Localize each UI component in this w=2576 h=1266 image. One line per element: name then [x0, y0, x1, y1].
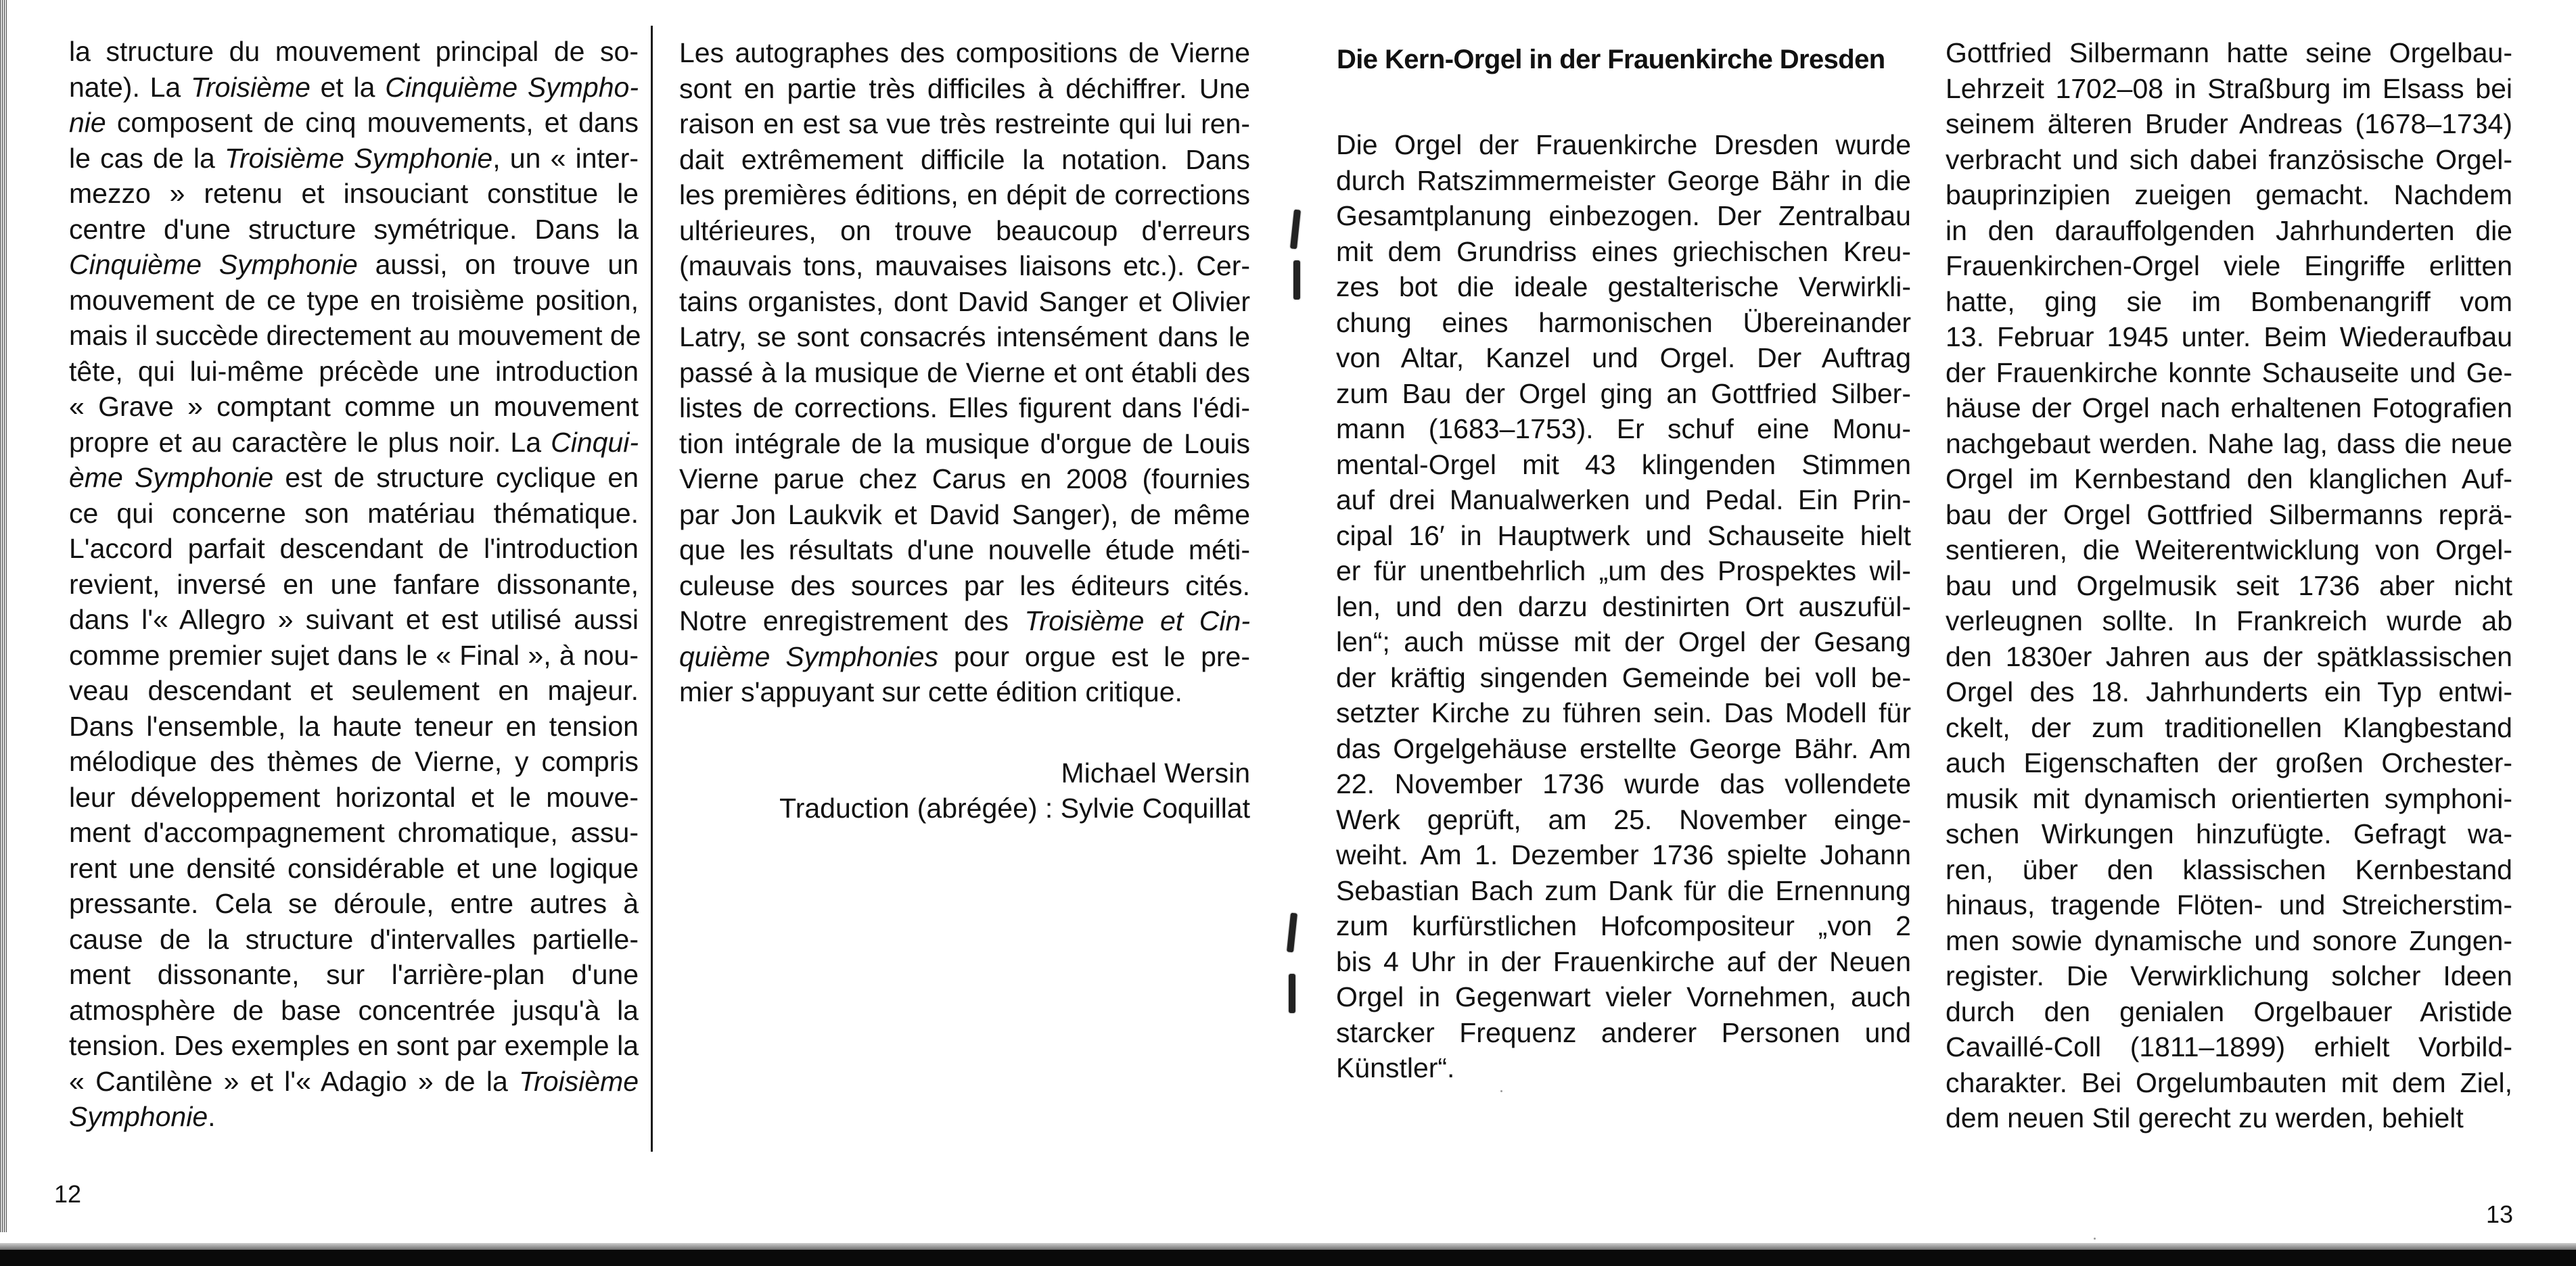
text-run: propre et au caractère le plus noir. La	[69, 426, 551, 458]
text-run: atmosphère de base concentrée jusqu'à la	[69, 994, 639, 1026]
text-run: bau und Orgelmusik seit 1736 aber nicht	[1946, 569, 2512, 601]
text-run: Künstler“.	[1336, 1052, 1455, 1083]
text-line	[1336, 234, 1911, 270]
text-run: composent de cinq mouvements, et dans	[106, 107, 639, 138]
text-run: häuse der Orgel nach erhaltenen Fotografien	[1946, 392, 2512, 423]
text-run: est de structure cyclique en	[273, 462, 639, 493]
text-run: zum Bau der Orgel ging an Gottfried Silber-	[1336, 377, 1911, 409]
staple-bottom-lower	[1289, 974, 1295, 1013]
text-line	[1946, 177, 2512, 213]
italic-run: quième Symphonies	[679, 640, 939, 672]
text-run: charakter. Bei Orgelumbauten mit dem Ziel,	[1946, 1066, 2512, 1098]
text-run: den 1830er Jahren aus der spätklassischen	[1946, 640, 2512, 672]
text-line	[69, 709, 639, 745]
author-signature: Michael Wersin	[1061, 757, 1250, 789]
text-run: er für unentbehrlich „um des Prospektes wil-	[1336, 555, 1911, 586]
text-line	[1336, 837, 1911, 873]
text-run: starcker Frequenz anderer Personen und	[1336, 1016, 1911, 1048]
text-run: pour orgue est le pre-	[938, 640, 1251, 672]
text-line	[1946, 319, 2512, 355]
text-run: ren, über den klassischen Kernbestand	[1946, 853, 2512, 885]
text-line	[679, 284, 1250, 320]
text-line	[1336, 553, 1911, 589]
text-run: setzter Kirche zu führen sein. Das Modell für	[1336, 697, 1911, 728]
text-line	[1946, 887, 2512, 923]
text-run: Cavaillé-Coll (1811–1899) erhielt Vorbild-	[1946, 1031, 2512, 1062]
text-run: Frauenkirchen-Orgel viele Eingriffe erlitten	[1946, 250, 2512, 281]
text-run: tains organistes, dont David Sanger et Olivier	[679, 285, 1250, 317]
page-13-column-2	[1946, 35, 2512, 1136]
translator-credit: Traduction (abrégée) : Sylvie Coquillat	[779, 793, 1250, 824]
italic-run: nie	[69, 107, 106, 138]
text-line	[679, 319, 1250, 355]
italic-run: Symphonie	[69, 1101, 208, 1132]
text-run: 13. Februar 1945 unter. Beim Wiederaufbau	[1946, 321, 2512, 352]
text-line	[1336, 340, 1911, 376]
text-run: bau der Orgel Gottfried Silbermanns reprä-	[1946, 498, 2512, 530]
text-line	[1336, 163, 1911, 199]
text-run: leur développement horizontal et le mouve-	[69, 781, 639, 813]
text-line	[69, 247, 639, 283]
italic-run: Troisième et Cin-	[1024, 605, 1250, 636]
text-line	[1946, 71, 2512, 107]
text-run: das Orgelgehäuse erstellte George Bähr. Am	[1336, 732, 1911, 764]
scan-speck	[1500, 1090, 1502, 1092]
text-line	[1946, 497, 2512, 533]
text-run: mais il succède directement au mouvement de	[69, 320, 641, 351]
text-line	[69, 602, 639, 638]
text-line	[69, 141, 639, 177]
text-run: Lehrzeit 1702–08 in Straßburg im Elsass bei	[1946, 72, 2512, 104]
text-run: durch Ratszimmermeister George Bähr in die	[1336, 164, 1911, 196]
text-line	[1336, 1015, 1911, 1051]
text-line	[679, 532, 1250, 568]
text-run: mental-Orgel mit 43 klingenden Stimmen	[1336, 448, 1911, 480]
text-line	[1336, 731, 1911, 767]
text-run: dem neuen Stil gerecht zu werden, behielt	[1946, 1102, 2464, 1133]
text-run: L'accord parfait descendant de l'introduction	[69, 533, 639, 564]
text-run: Orgel des 18. Jahrhunderts ein Typ entwi-	[1946, 676, 2512, 707]
page-number-right: 13	[2486, 1200, 2514, 1228]
text-run: dans l'« Allegro » suivant et est utilisé aussi	[69, 604, 639, 635]
text-run: zes bot die ideale gestalterische Verwirkli-	[1336, 271, 1911, 302]
staple-bottom-upper	[1287, 913, 1297, 953]
text-run: Sebastian Bach zum Dank für die Ernennung	[1336, 874, 1911, 906]
page-number-left: 12	[54, 1180, 82, 1208]
italic-run: Cinquième Sympho-	[385, 71, 639, 103]
scan-bottom-shadow	[0, 1243, 2576, 1250]
text-line	[679, 71, 1250, 107]
text-run: la structure du mouvement principal de so-	[69, 36, 639, 67]
text-line	[1336, 695, 1911, 731]
italic-run: Cinqui-	[551, 426, 639, 458]
text-line	[1946, 923, 2512, 959]
text-line	[69, 105, 639, 141]
text-line	[1336, 802, 1911, 838]
text-run: , un « inter-	[492, 142, 639, 174]
text-run: musik mit dynamisch orientierten symphoni-	[1946, 782, 2512, 814]
text-line	[1946, 390, 2512, 426]
text-line	[1946, 355, 2512, 391]
text-run: seinem älteren Bruder Andreas (1678–1734)	[1946, 108, 2512, 139]
text-run: Notre enregistrement des	[679, 605, 1025, 636]
staple-top-upper	[1290, 210, 1301, 250]
text-run: der kräftig singenden Gemeinde bei voll be-	[1336, 661, 1911, 693]
text-line	[69, 389, 639, 425]
text-run: auch Eigenschaften der großen Orchester-	[1946, 747, 2512, 778]
text-line	[679, 674, 1250, 710]
text-run: tion intégrale de la musique d'orgue de Louis	[679, 427, 1250, 459]
text-line	[1946, 532, 2512, 568]
text-line	[679, 106, 1250, 142]
text-line	[1336, 305, 1911, 341]
text-run: hatte, ging sie im Bombenangriff vom	[1946, 285, 2512, 317]
text-line	[1946, 213, 2512, 249]
text-run: dait extrêmement difficile la notation. Dans	[679, 143, 1250, 175]
staple-top-lower	[1293, 260, 1300, 300]
text-run: aussi, on trouve un	[357, 249, 639, 280]
text-line	[1946, 35, 2512, 71]
text-run: Orgel im Kernbestand den klanglichen Auf-	[1946, 463, 2512, 494]
text-line	[1946, 958, 2512, 994]
text-line	[1946, 142, 2512, 178]
text-line	[1336, 908, 1911, 944]
text-line	[1946, 603, 2512, 639]
text-line	[1336, 376, 1911, 412]
text-run: 22. November 1736 wurde das vollendete	[1336, 768, 1911, 799]
text-line	[1946, 1100, 2512, 1136]
text-line	[1946, 781, 2512, 817]
text-line	[69, 922, 639, 958]
page-12-column-2	[679, 35, 1250, 710]
text-run: raison en est sa vue très restreinte qui lui ren-	[679, 108, 1250, 139]
text-line	[1336, 589, 1911, 625]
text-run: « Grave » comptant comme un mouvement	[69, 391, 639, 422]
text-line	[69, 886, 639, 922]
text-run: register. Die Verwirklichung solcher Ideen	[1946, 960, 2512, 991]
text-run: ment dissonante, sur l'arrière-plan d'une	[69, 959, 639, 990]
text-line	[1336, 127, 1911, 163]
text-run: sentieren, die Weiterentwicklung von Orgel-	[1946, 534, 2512, 565]
text-run: bauprinzipien zueigen gemacht. Nachdem	[1946, 179, 2512, 210]
text-line	[69, 815, 639, 851]
text-run: schen Wirkungen hinzufügte. Gefragt wa-	[1946, 818, 2512, 849]
text-line	[1336, 660, 1911, 696]
text-run: centre d'une structure symétrique. Dans la	[69, 213, 639, 245]
text-line	[1946, 852, 2512, 888]
text-line	[69, 1099, 639, 1135]
text-line	[1946, 284, 2512, 320]
text-line	[679, 426, 1250, 462]
text-line	[1946, 248, 2512, 284]
text-line	[69, 496, 639, 532]
text-run: in den darauffolgenden Jahrhunderten die	[1946, 214, 2512, 246]
text-line	[1336, 979, 1911, 1015]
text-run: der Frauenkirche konnte Schauseite und Ge-	[1946, 356, 2512, 388]
text-line	[679, 355, 1250, 391]
italic-run: Cinquième Symphonie	[69, 249, 358, 280]
text-line	[1336, 944, 1911, 980]
text-run: bis 4 Uhr in der Frauenkirche auf der Neuen	[1336, 945, 1911, 977]
text-line	[69, 176, 639, 212]
text-line	[1336, 873, 1911, 909]
text-line	[1946, 710, 2512, 746]
text-run: mann (1683–1753). Er schuf eine Monu-	[1336, 413, 1911, 444]
text-run: Orgel in Gegenwart vieler Vornehmen, auch	[1336, 981, 1911, 1012]
text-run: comme premier sujet dans le « Final », à nou-	[69, 639, 639, 671]
text-line	[679, 390, 1250, 426]
text-run: cause de la structure d'intervalles partielle-	[69, 923, 639, 955]
section-heading: Die Kern-Orgel in der Frauenkirche Dresden	[1337, 45, 1885, 74]
italic-run: Troisième	[519, 1065, 639, 1097]
text-line	[1946, 1065, 2512, 1101]
text-run: len, und den darzu destinirten Ort auszufül-	[1336, 590, 1911, 622]
text-run: Werk geprüft, am 25. November einge-	[1336, 803, 1911, 835]
column-divider-rule	[651, 26, 653, 1152]
italic-run: Troisième	[190, 71, 310, 103]
text-line	[69, 531, 639, 567]
text-line	[1946, 461, 2512, 497]
text-line	[1946, 106, 2512, 142]
text-line	[1946, 816, 2512, 852]
text-line	[69, 283, 639, 319]
text-run: auf drei Manualwerken und Pedal. Ein Prin-	[1336, 484, 1911, 515]
text-line	[679, 142, 1250, 178]
text-line	[69, 638, 639, 674]
text-run: nate). La	[69, 71, 191, 103]
text-run: len“; auch müsse mit der Orgel der Gesang	[1336, 626, 1911, 657]
text-line	[69, 460, 639, 496]
text-line	[679, 568, 1250, 604]
text-line	[69, 1028, 639, 1064]
text-line	[69, 567, 639, 603]
text-run: pressante. Cela se déroule, entre autres à	[69, 888, 639, 919]
text-line	[1946, 674, 2512, 710]
text-run: men sowie dynamische und sonore Zungen-	[1946, 924, 2512, 956]
text-run: tête, qui lui-même précède une introduction	[69, 355, 639, 387]
text-run: cipal 16′ in Hauptwerk und Schauseite hielt	[1336, 519, 1911, 551]
text-line	[679, 177, 1250, 213]
text-run: mezzo » retenu et insouciant constitue le	[69, 178, 639, 209]
text-line	[69, 425, 639, 461]
text-run: hinaus, tragende Flöten- und Streicherstim-	[1946, 889, 2512, 920]
text-line	[1946, 1029, 2512, 1065]
text-line	[1946, 745, 2512, 781]
text-run: Vierne parue chez Carus en 2008 (fournies	[679, 463, 1250, 494]
text-run: listes de corrections. Elles figurent dans l'édi-	[679, 392, 1250, 423]
text-line	[679, 603, 1250, 639]
text-run: par Jon Laukvik et David Sanger), de même	[679, 498, 1250, 530]
text-run: weiht. Am 1. Dezember 1736 spielte Johann	[1336, 839, 1911, 870]
text-run: passé à la musique de Vierne et ont établi des	[679, 356, 1250, 388]
scan-speck	[2094, 1238, 2096, 1240]
text-line	[679, 213, 1250, 249]
text-run: mélodique des thèmes de Vierne, y compris	[69, 746, 639, 777]
text-run: tension. Des exemples en sont par exemple la	[69, 1030, 639, 1061]
text-line	[1336, 198, 1911, 234]
text-line	[1336, 1050, 1911, 1086]
italic-run: Troisième Symphonie	[224, 142, 493, 174]
text-run: veau descendant et seulement en majeur.	[69, 675, 639, 706]
text-line	[69, 851, 639, 887]
text-run: « Cantilène » et l'« Adagio » de la	[69, 1065, 520, 1097]
text-run: Die Orgel der Frauenkirche Dresden wurde	[1336, 129, 1911, 160]
text-run: Latry, se sont consacrés intensément dans le	[679, 321, 1250, 352]
text-line	[69, 318, 639, 354]
text-line	[69, 673, 639, 709]
text-run: Gesamtplanung einbezogen. Der Zentralbau	[1336, 200, 1911, 231]
text-line	[1336, 624, 1911, 660]
text-run: Gottfried Silbermann hatte seine Orgelbau-	[1946, 37, 2512, 68]
text-run: ment d'accompagnement chromatique, assu-	[69, 817, 639, 848]
text-line	[1946, 639, 2512, 675]
text-run: .	[208, 1101, 216, 1132]
text-line	[1336, 482, 1911, 518]
page-13-column-1	[1336, 127, 1911, 1086]
text-run: que les résultats d'une nouvelle étude méti-	[679, 534, 1250, 565]
text-run: mit dem Grundriss eines griechischen Kreu-	[1336, 235, 1911, 267]
text-run: le cas de la	[69, 142, 225, 174]
text-run: verbracht und sich dabei französische Orgel-	[1946, 143, 2512, 175]
text-line	[1946, 426, 2512, 462]
text-line	[69, 744, 639, 780]
text-run: ultérieures, on trouve beaucoup d'erreurs	[679, 214, 1250, 246]
text-line	[679, 639, 1250, 675]
text-run: ce qui concerne son matériau thématique.	[69, 497, 639, 529]
text-line	[679, 248, 1250, 284]
text-line	[69, 70, 639, 106]
text-run: chung eines harmonischen Übereinander	[1336, 306, 1911, 338]
text-run: verleugnen sollte. In Frankreich wurde ab	[1946, 605, 2512, 636]
text-line	[679, 461, 1250, 497]
text-run: nachgebaut werden. Nahe lag, dass die neue	[1946, 427, 2512, 459]
text-line	[1336, 411, 1911, 447]
text-run: Les autographes des compositions de Vierne	[679, 37, 1250, 68]
text-run: et la	[310, 71, 386, 103]
text-run: mier s'appuyant sur cette édition critique.	[679, 676, 1182, 707]
page-12-column-1	[69, 34, 639, 1135]
text-line	[69, 993, 639, 1029]
text-line	[69, 957, 639, 993]
text-line	[1946, 568, 2512, 604]
text-line	[69, 1064, 639, 1100]
text-run: Dans l'ensemble, la haute teneur en tension	[69, 710, 639, 742]
scan-bottom-border	[0, 1250, 2576, 1266]
italic-run: ème Symphonie	[69, 462, 274, 493]
text-line	[1946, 994, 2512, 1030]
text-line	[69, 780, 639, 816]
text-line	[69, 354, 639, 390]
text-line	[1336, 766, 1911, 802]
text-line	[1336, 447, 1911, 483]
text-run: durch den genialen Orgelbauer Aristide	[1946, 995, 2512, 1027]
text-run: (mauvais tons, mauvaises liaisons etc.). Cer-	[679, 250, 1250, 281]
text-line	[679, 497, 1250, 533]
text-run: revient, inversé en une fanfare dissonante,	[69, 568, 639, 600]
text-run: von Altar, Kanzel und Orgel. Der Auftrag	[1336, 342, 1911, 373]
text-line	[1336, 269, 1911, 305]
text-run: sont en partie très difficiles à déchiffrer. Une	[679, 72, 1250, 104]
text-run: culeuse des sources par les éditeurs cités.	[679, 569, 1250, 601]
scan-left-edge	[0, 0, 7, 1232]
text-run: mouvement de ce type en troisième position,	[69, 284, 639, 316]
text-line	[679, 35, 1250, 71]
text-run: rent une densité considérable et une logique	[69, 852, 639, 884]
text-line	[69, 212, 639, 248]
text-run: zum kurfürstlichen Hofcompositeur „von 2	[1336, 910, 1911, 941]
text-run: ckelt, der zum traditionellen Klangbestand	[1946, 711, 2512, 743]
text-line	[1336, 518, 1911, 554]
text-line	[69, 34, 639, 70]
text-run: les premières éditions, en dépit de corrections	[679, 179, 1250, 210]
